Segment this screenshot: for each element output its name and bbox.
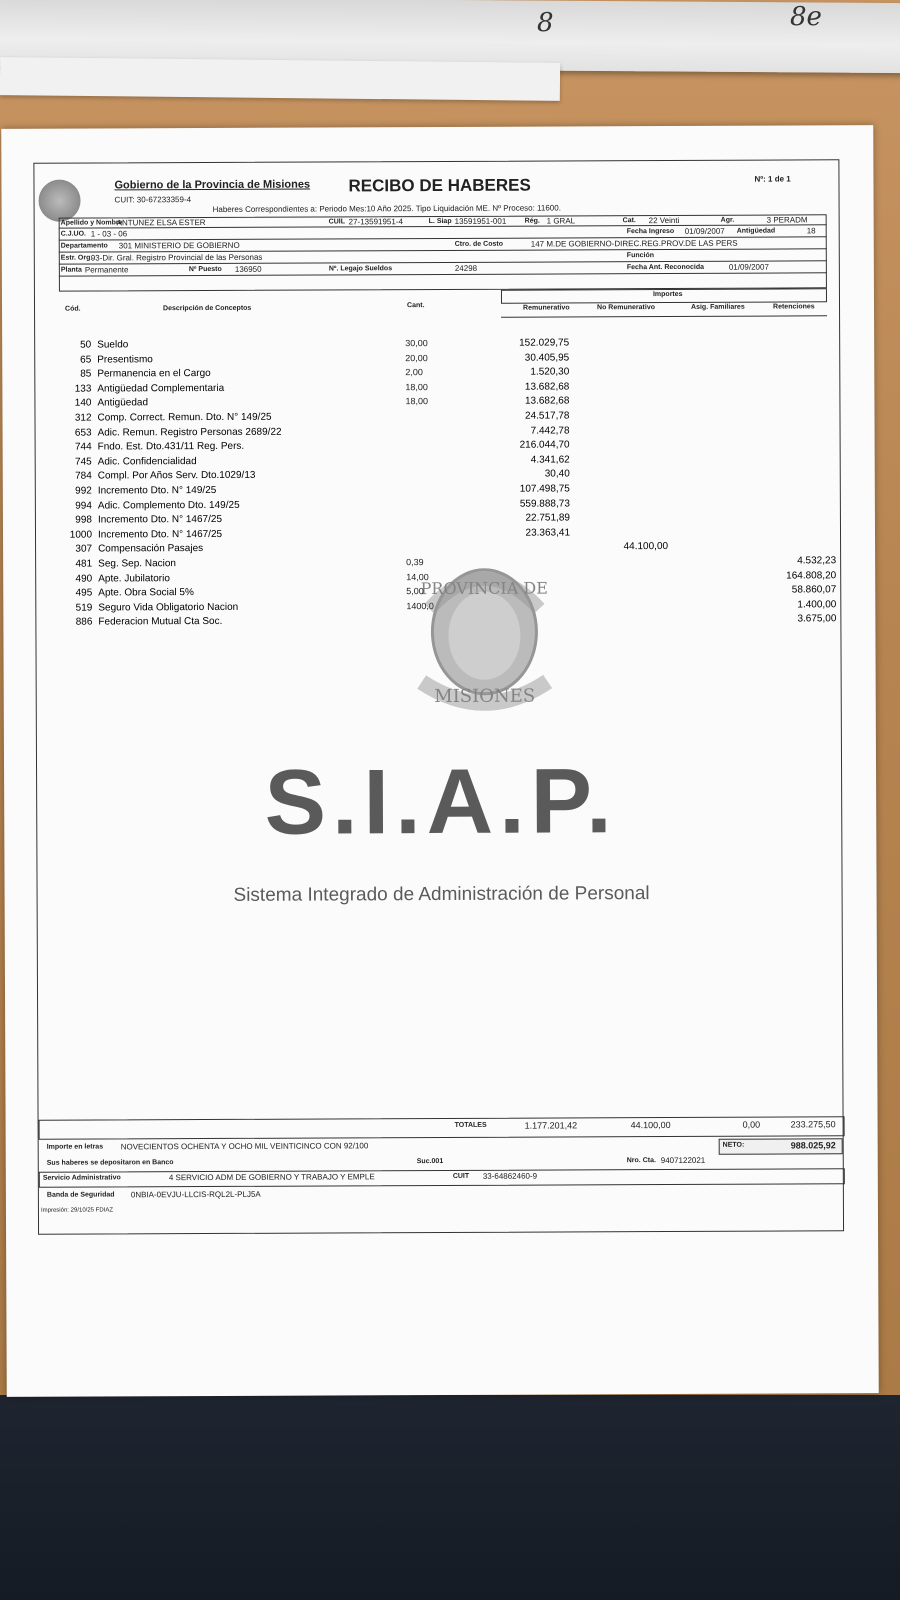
employee-planta: Permanente	[84, 265, 129, 275]
col-asig: Asig. Familiares	[691, 303, 745, 311]
seal-bottom-text: MISIONES	[434, 685, 536, 708]
concept-description: Incremento Dto. N° 1467/25	[97, 528, 223, 541]
concept-code: 85	[80, 368, 92, 380]
concept-quantity: 18,00	[405, 396, 428, 407]
concept-remunerative: 216.044,70	[519, 439, 570, 451]
costo-label: Ctro. de Costo	[454, 240, 503, 248]
cta-number: 9407122021	[660, 1155, 706, 1166]
col-norem: No Remunerativo	[597, 304, 656, 312]
total-ret: 233.275,50	[790, 1119, 836, 1130]
concept-quantity: 14,00	[406, 571, 429, 582]
concept-description: Adic. Confidencialidad	[97, 455, 197, 468]
concept-description: Sueldo	[97, 339, 129, 351]
concept-remunerative: 107.498,75	[519, 483, 570, 495]
concept-remunerative: 13.682,68	[524, 381, 570, 393]
concept-code: 519	[75, 602, 93, 614]
banda-label: Banda de Seguridad	[46, 1191, 115, 1199]
serv-cuit: 33-64862460-9	[482, 1171, 538, 1181]
cjuo-label: C.J.UO.	[60, 230, 87, 238]
concept-code: 886	[75, 616, 93, 628]
serv-label: Servicio Administrativo	[42, 1174, 121, 1182]
siap-logo: S.I.A.P.	[264, 750, 618, 854]
concept-code: 1000	[69, 529, 93, 541]
concept-quantity: 18,00	[405, 381, 428, 392]
amount-in-words: NOVECIENTOS OCHENTA Y OCHO MIL VEINTICINCO CON 92/100	[120, 1141, 369, 1152]
funcion-label: Función	[626, 252, 655, 260]
concept-code: 140	[74, 397, 92, 409]
concept-description: Incremento Dto. N° 149/25	[97, 484, 217, 497]
ingreso-label: Fecha Ingreso	[626, 227, 675, 236]
employee-name: ANTUNEZ ELSA ESTER	[116, 218, 206, 228]
paper-stack-sheet	[0, 57, 560, 101]
concept-remunerative: 13.682,68	[524, 395, 570, 408]
employee-antig: 18	[806, 226, 816, 236]
concept-code: 653	[74, 427, 92, 439]
document-title: RECIBO DE HABERES	[348, 175, 531, 196]
employee-cjuo: 1 - 03 - 06	[90, 229, 128, 239]
concept-description: Seg. Sep. Nacion	[98, 558, 176, 570]
estr-label: Estr. Org.	[60, 254, 93, 262]
security-band: 0NBIA-0EVJU-LLCIS-RQL2L-PLJ5A	[130, 1189, 261, 1200]
concept-remunerative: 24.517,78	[524, 410, 570, 422]
concept-description: Permanencia en el Cargo	[97, 368, 211, 380]
concept-code: 307	[75, 543, 93, 555]
employee-estr: 93-Dir. Gral. Registro Provincial de las Personas	[90, 252, 263, 263]
concept-quantity: 5,00	[406, 586, 424, 597]
total-asig: 0,00	[742, 1119, 761, 1130]
concept-remunerative: 152.029,75	[519, 337, 570, 349]
concept-description: Incremento Dto. N° 1467/25	[97, 514, 223, 526]
concept-remunerative: 22.751,89	[525, 512, 570, 524]
dark-surface	[0, 1395, 900, 1600]
handwritten-mark: 8	[537, 8, 554, 38]
concept-code: 998	[75, 514, 92, 526]
concept-description: Comp. Correct. Remun. Dto. N° 149/25	[97, 411, 272, 424]
concept-description: Adic. Complemento Dto. 149/25	[97, 499, 240, 512]
servicio-bar	[39, 1168, 845, 1188]
concept-code: 495	[75, 587, 93, 599]
payslip-document	[1, 125, 879, 1397]
concept-description: Fndo. Est. Dto.431/11 Reg. Pers.	[97, 441, 245, 453]
period-line: Haberes Correspondientes a: Periodo Mes:10 Año 2025. Tipo Liquidación ME. Nº Proceso: 11600.	[212, 203, 561, 214]
concept-description: Federacion Mutual Cta Soc.	[98, 616, 223, 628]
neto-label: NETO:	[722, 1141, 745, 1149]
puesto-label: Nº Puesto	[188, 265, 222, 274]
concept-remunerative: 30,40	[544, 468, 570, 480]
employee-cat: 22 Veinti	[648, 215, 680, 226]
totals-bar	[39, 1116, 845, 1140]
col-cant: Cant.	[406, 302, 425, 310]
sucursal: Suc.001	[416, 1157, 444, 1166]
total-rem: 1.177.201,42	[524, 1120, 578, 1131]
concept-remunerative: 30.405,95	[524, 352, 570, 364]
concept-remunerative: 1.520,30	[530, 366, 570, 378]
concept-remunerative: 4.341,62	[530, 454, 570, 466]
concept-code: 312	[74, 412, 92, 424]
employee-reg: 1 GRAL	[546, 216, 576, 226]
concept-retention: 164.808,20	[786, 569, 837, 582]
antig-label: Antigüedad	[736, 227, 776, 235]
concept-retention: 58.860,07	[791, 584, 837, 596]
concept-remunerative: 559.888,73	[519, 498, 570, 510]
servicio-admin: 4 SERVICIO ADM DE GOBIERNO Y TRABAJO Y EMPLE	[168, 1172, 375, 1183]
concept-quantity: 30,00	[405, 338, 428, 349]
letras-label: Importe en letras	[46, 1143, 104, 1151]
cat-label: Cat.	[622, 217, 636, 225]
concept-retention: 3.675,00	[797, 613, 837, 625]
payslip-frame	[33, 159, 844, 1235]
cuil-label: CUIL	[328, 218, 346, 226]
government-cuit: CUIT: 30-67233359-4	[114, 195, 192, 205]
totals-label: TOTALES	[454, 1121, 487, 1129]
concept-non-remunerative: 44.100,00	[623, 541, 669, 553]
depto-label: Departamento	[60, 242, 108, 250]
concept-description: Adic. Remun. Registro Personas 2689/22	[97, 426, 282, 439]
employee-ingreso: 01/09/2007	[684, 226, 725, 236]
concept-code: 745	[74, 456, 92, 468]
col-desc: Descripción de Conceptos	[163, 304, 252, 313]
government-name: Gobierno de la Provincia de Misiones	[114, 178, 311, 192]
concept-remunerative: 7.442,78	[530, 425, 570, 437]
name-label: Apellido y Nombre	[60, 219, 123, 227]
concept-code: 992	[75, 485, 92, 497]
employee-puesto: 136950	[234, 264, 262, 274]
banco-label: Sus haberes se depositaron en Banco	[46, 1159, 174, 1167]
antrec-label: Fecha Ant. Reconocida	[626, 263, 705, 272]
agr-label: Agr.	[720, 216, 735, 224]
employee-antrec: 01/09/2007	[728, 262, 769, 272]
planta-label: Planta	[60, 266, 82, 274]
legajo-label: Nº. Legajo Sueldos	[328, 265, 393, 273]
col-ret: Retenciones	[773, 303, 815, 311]
concept-description: Antigüedad Complementaria	[97, 382, 225, 395]
concept-description: Presentismo	[97, 353, 153, 366]
page-number: Nº: 1 de 1	[754, 174, 791, 184]
concept-retention: 4.532,23	[797, 555, 837, 567]
reg-label: Rég.	[524, 217, 540, 225]
concept-quantity: 2,00	[405, 367, 423, 378]
concept-remunerative: 23.363,41	[525, 527, 571, 539]
concept-quantity: 20,00	[405, 352, 428, 363]
cta-label: Nro. Cta.	[626, 1157, 656, 1165]
province-seal-icon	[409, 553, 560, 714]
col-cod: Cód.	[65, 305, 81, 313]
concept-quantity: 0,39	[406, 557, 424, 568]
concept-code: 744	[74, 441, 92, 453]
concept-description: Apte. Jubilatorio	[98, 572, 170, 585]
employee-legajo: 24298	[454, 263, 478, 273]
print-info: Impresión: 29/10/25 FDIAZ	[40, 1207, 114, 1214]
concept-code: 784	[75, 470, 92, 482]
siap-subtitle: Sistema Integrado de Administración de Personal	[233, 883, 650, 906]
seal-top-text: PROVINCIA DE	[420, 578, 548, 599]
employee-lsiap: 13591951-001	[454, 216, 507, 226]
concept-description: Compl. Por Años Serv. Dto.1029/13	[97, 470, 256, 482]
concept-code: 490	[75, 573, 93, 585]
employee-cuil: 27-13591951-4	[348, 217, 403, 227]
concept-retention: 1.400,00	[797, 599, 837, 611]
concept-quantity: 1400,0	[406, 600, 434, 611]
employee-costo: 147 M.DE GOBIERNO-DIREC.REG.PROV.DE LAS PERS	[530, 238, 738, 249]
concept-description: Compensación Pasajes	[98, 543, 204, 555]
concept-code: 133	[74, 383, 92, 395]
concept-code: 50	[80, 339, 92, 351]
employee-depto: 301 MINISTERIO DE GOBIERNO	[118, 240, 240, 251]
concept-description: Apte. Obra Social 5%	[98, 587, 194, 599]
col-rem: Remunerativo	[523, 304, 570, 312]
total-norem: 44.100,00	[630, 1119, 671, 1131]
province-crest-icon	[38, 180, 80, 222]
serv-cuit-label: CUIT	[452, 1172, 470, 1180]
concept-code: 994	[75, 500, 92, 512]
concept-description: Seguro Vida Obligatorio Nacion	[98, 601, 239, 614]
concept-description: Antigüedad	[97, 397, 149, 409]
lsiap-label: L. Siap	[428, 217, 452, 226]
employee-agr: 3 PERADM	[766, 215, 808, 225]
concept-code: 65	[80, 354, 92, 366]
neto-amount: 988.025,92	[790, 1140, 836, 1151]
col-importes: Importes	[652, 290, 683, 299]
concept-code: 481	[75, 558, 93, 570]
handwritten-mark-2: 8e	[790, 2, 822, 32]
